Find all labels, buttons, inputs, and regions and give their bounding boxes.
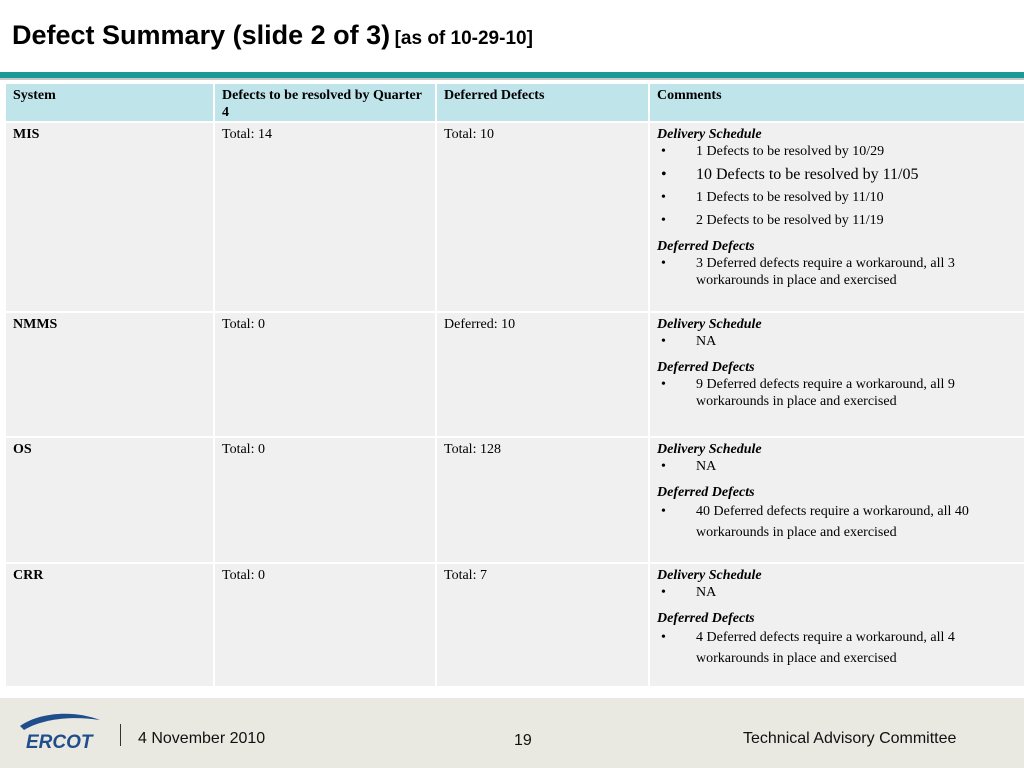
slide-title-main: Defect Summary (slide 2 of 3) — [12, 20, 391, 50]
comments-cell — [649, 122, 1024, 312]
deferred-notes-list — [657, 627, 1017, 669]
defect-summary-table — [4, 82, 1024, 688]
list-item: • 1 Defects to be resolved by 10/29 — [657, 143, 1017, 160]
table-row — [5, 312, 1024, 437]
deferred-cell: Total: 128 — [436, 437, 649, 563]
delivery-schedule-list — [657, 143, 1017, 229]
header-defects-to-resolve: Defects to be resolved by Quarter 4 — [214, 83, 436, 122]
comments-cell — [649, 312, 1024, 437]
header-deferred-defects: Deferred Defects — [436, 83, 649, 122]
system-cell: CRR — [5, 563, 214, 687]
delivery-schedule-heading: Delivery Schedule — [657, 568, 762, 583]
deferred-notes-list — [657, 255, 1017, 289]
logo-swoosh — [20, 714, 100, 730]
logo-divider — [120, 724, 121, 746]
deferred-defects-heading: Deferred Defects — [657, 239, 755, 254]
deferred-notes-list — [657, 376, 1017, 410]
table-row — [5, 563, 1024, 687]
deferred-defects-heading: Deferred Defects — [657, 611, 755, 626]
list-item: • 40 Deferred defects require a workaround, all 40 workarounds in place and exercised — [657, 501, 1017, 543]
list-item: • 10 Defects to be resolved by 11/05 — [657, 166, 1017, 183]
to-resolve-cell: Total: 14 — [214, 122, 436, 312]
delivery-schedule-list — [657, 333, 1017, 350]
title-shadow-rule — [0, 78, 1024, 80]
deferred-notes-list — [657, 501, 1017, 543]
table-header-row — [5, 83, 1024, 122]
slide-title-date: [as of 10-29-10] — [394, 28, 533, 49]
to-resolve-cell: Total: 0 — [214, 437, 436, 563]
list-item: • 2 Defects to be resolved by 11/19 — [657, 212, 1017, 229]
system-cell: OS — [5, 437, 214, 563]
deferred-defects-heading: Deferred Defects — [657, 485, 755, 500]
to-resolve-cell: Total: 0 — [214, 563, 436, 687]
header-comments: Comments — [649, 83, 1024, 122]
comments-cell — [649, 563, 1024, 687]
delivery-schedule-list — [657, 458, 1017, 475]
system-cell: NMMS — [5, 312, 214, 437]
deferred-cell: Deferred: 10 — [436, 312, 649, 437]
delivery-schedule-heading: Delivery Schedule — [657, 317, 762, 332]
list-item: • NA — [657, 333, 1017, 350]
list-item: • NA — [657, 458, 1017, 475]
delivery-schedule-heading: Delivery Schedule — [657, 127, 762, 142]
list-item: • 4 Deferred defects require a workaround, all 4 workarounds in place and exercised — [657, 627, 1017, 669]
list-item: • 3 Deferred defects require a workaround, all 3 workarounds in place and exercised — [657, 255, 1017, 289]
logo-text: ERCOT — [26, 732, 93, 752]
list-item: • 1 Defects to be resolved by 11/10 — [657, 189, 1017, 206]
footer-organization: Technical Advisory Committee — [743, 730, 957, 747]
footer-date: 4 November 2010 — [138, 730, 266, 747]
list-item: • NA — [657, 584, 1017, 601]
page-number: 19 — [514, 732, 532, 749]
list-item: • 9 Deferred defects require a workaround, all 9 workarounds in place and exercised — [657, 376, 1017, 410]
slide-title — [12, 20, 533, 51]
header-system: System — [5, 83, 214, 122]
system-cell: MIS — [5, 122, 214, 312]
ercot-logo — [12, 708, 104, 752]
table-row — [5, 437, 1024, 563]
slide-footer — [0, 698, 1024, 768]
to-resolve-cell: Total: 0 — [214, 312, 436, 437]
delivery-schedule-heading: Delivery Schedule — [657, 442, 762, 457]
comments-cell — [649, 437, 1024, 563]
table-row — [5, 122, 1024, 312]
deferred-defects-heading: Deferred Defects — [657, 360, 755, 375]
delivery-schedule-list — [657, 584, 1017, 601]
deferred-cell: Total: 10 — [436, 122, 649, 312]
deferred-cell: Total: 7 — [436, 563, 649, 687]
